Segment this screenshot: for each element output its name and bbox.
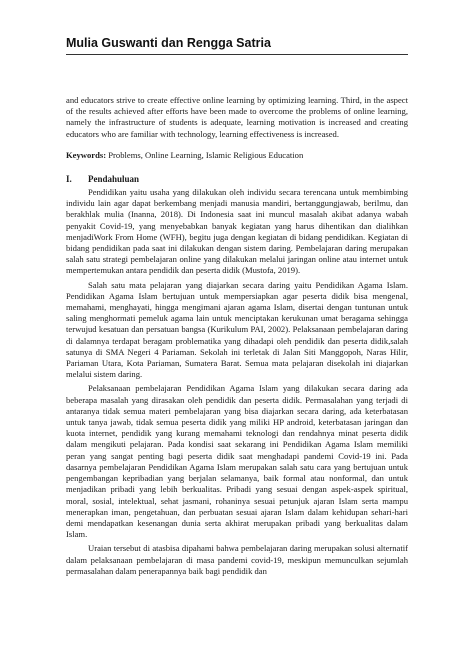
keywords (66, 150, 408, 161)
abstract-tail: and educators strive to create effective online learning by optimizing learning. Third, in the aspect of the results achieved after efforts have been made to overcome the problems of online learning, namely the infrastructure of students is adequate, learning motivation is increased and creating educators who are familiar with technology, learning effectiveness is increased. (66, 95, 408, 139)
section-number: I. (66, 174, 72, 185)
keywords-label: Keywords: (66, 149, 107, 160)
section-title: Pendahuluan (88, 174, 140, 185)
keywords-text: Problems, Online Learning, Islamic Religious Education (106, 149, 304, 160)
header-rule (66, 54, 408, 55)
running-header: Mulia Guswanti dan Rengga Satria (66, 36, 271, 50)
paragraph: Pelaksanaan pembelajaran Pendidikan Agama Islam yang dilakukan secara daring ada beberapa masalah yang dirasakan oleh pendidik dan peserta didik. Permasalahan yang terjadi di antaranya tidak semua materi pembelajaran yang bisa diajarkan secara daring, ada keterbatasan untuk tanya jawab, tidak semua peserta didik yang miliki HP android, keterbatasan jaringan dan kuota internet, pendidik yang kurang memahami teknologi dan rendahnya minat peserta didik dalam mengikuti pelajaran. Pada kondisi saat sekarang ini Pendidikan Agama Islam memiliki peran yang sangat penting bagi peserta didik saat menghadapi pandemi Covid-19 ini. Pada dasarnya pembelajaran Pendidikan Agama Islam merupakan salah satu cara yang bertujuan untuk pengembangan kepribadian yang berjalan selamanya, baik formal atau nonformal, dan untuk menjadikan pribadi yang lebih berkualitas. Pribadi yang sesuai dengan aspek-aspek spiritual, moral, sosial, intelektual, sehat jasmani, rohaninya sesuai petunjuk ajaran Islam serta mampu menerapkan iman, pengetahuan, dan perbuatan sesuai ajaran Islam dalam kehidupan sehari-hari demi mendapatkan kesenangan dunia serta akhirat merupakan pribadi yang berkualitas dalam Islam. (66, 383, 408, 540)
paragraph: Uraian tersebut di atasbisa dipahami bahwa pembelajaran daring merupakan solusi alternatif dalam pelaksanaan pembelajaran di masa pandemi covid-19, meskipun memunculkan sejumlah permasalahan dalam penerapannya baik bagi pendidik dan (66, 543, 408, 576)
paragraph: Salah satu mata pelajaran yang diajarkan secara daring yaitu Pendidikan Agama Islam. Pendidikan Agama Islam bertujuan untuk mempersiapkan agar peserta didik bisa mengenal, memahami, menghayati, hingga mengimani ajaran agama Islam, disertai dengan tuntunan untuk saling menghormati pemeluk agama lain untuk menciptakan kerukunan umat beragama sehingga terwujud kesatuan dan persatuan bangsa (Kurikulum PAI, 2002). Pelaksanaan pembelajaran daring di dalamnya terdapat beragam problematika yang dihadapi oleh pendidik dan peserta didik,salah satunya di SMA Negeri 4 Pariaman. Sekolah ini terletak di Jalan Siti Manggopoh, Naras Hilir, Pariaman Utara, Kota Pariaman, Sumatera Barat. Semua mata pelajaran disekolah ini diajarkan melalui sistem daring. (66, 279, 408, 380)
article-body (66, 95, 408, 580)
paragraph: Pendidikan yaitu usaha yang dilakukan oleh individu secara terencana untuk membimbing individu lain agar dapat berkembang menjadi manusia mandiri, bertanggungjawab, berilmu, dan berakhlak mulia (Inanna, 2018). Di Indonesia saat ini muncul masalah akibat adanya wabah penyakit Covid-19, yang menyebabkan banyak kegiatan yang harus dihentikan dan dialihkan menjadiWork From Home (WFH), begitu juga dengan kegiatan di bidang pendidikan. Kegiatan di bidang pendidikan pada saat ini dilakukan dengan sistem daring. Pembelajaran daring merupakan salah satu strategi pembelajaran online yang dilakukan melalui jaringan online atau internet untuk mempertemukan antara pendidik dan peserta didik (Mustofa, 2019). (66, 187, 408, 276)
section-heading (66, 173, 408, 185)
